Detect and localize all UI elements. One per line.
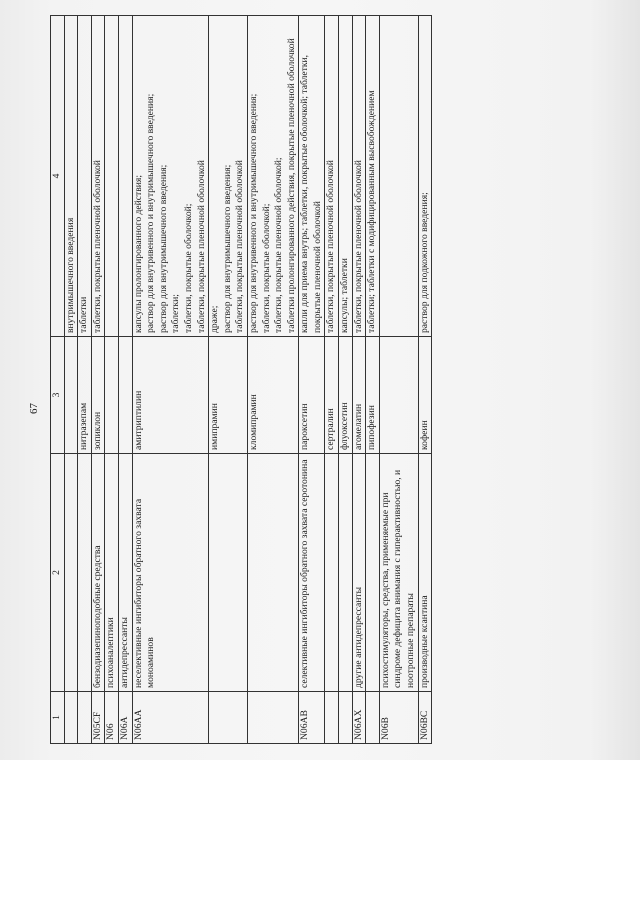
dosage-form-line: таблетки; таблетки с модифицированным высвобождением	[366, 90, 378, 333]
dosage-form-line: таблетки, покрытые оболочкой;	[260, 203, 272, 333]
atc-code-cell	[64, 692, 78, 744]
dosage-forms-cell	[132, 16, 209, 337]
page-number: 67	[28, 403, 40, 414]
dosage-form-line: таблетки, покрытые оболочкой;	[182, 203, 194, 333]
atc-code-cell: N06BC	[418, 692, 432, 744]
dosage-form-line: таблетки;	[170, 294, 182, 333]
atc-code-cell: N06A	[118, 692, 132, 744]
group-name-cell: бензодиазепиноподобные средства	[91, 454, 105, 692]
dosage-forms-cell	[339, 16, 353, 337]
header-cell: 2	[51, 454, 65, 692]
rotated-page-content	[28, 16, 590, 744]
header-cell: 4	[51, 16, 65, 337]
dosage-form-line: внутримышечного введения	[64, 217, 76, 333]
dosage-form-line: таблетки, покрытые пленочной оболочкой	[234, 160, 246, 333]
group-name-cell: антидепрессанты	[118, 454, 132, 692]
dosage-forms-cell	[325, 16, 339, 337]
dosage-forms-cell	[91, 16, 105, 337]
dosage-form-line: раствор для внутримышечного введения;	[157, 164, 169, 333]
drug-name-cell: пипофезин	[366, 337, 380, 454]
table-row	[78, 16, 92, 744]
header-cell: 3	[51, 337, 65, 454]
drug-name-cell: амитриптилин	[132, 337, 209, 454]
atc-code-cell	[366, 692, 380, 744]
dosage-form-line: драже;	[209, 305, 221, 333]
group-name-cell	[78, 454, 92, 692]
dosage-forms-cell	[118, 16, 132, 337]
header-row	[51, 16, 65, 744]
drug-name-cell	[118, 337, 132, 454]
dosage-form-line: капсулы пролонгированного действия;	[132, 175, 144, 333]
drug-name-cell: зопиклон	[91, 337, 105, 454]
dosage-form-line: раствор для внутривенного и внутримышечного введения;	[247, 93, 259, 333]
group-name-cell	[339, 454, 353, 692]
dosage-forms-cell	[379, 16, 418, 337]
drug-name-cell: кломипрамин	[247, 337, 298, 454]
dosage-forms-cell	[352, 16, 366, 337]
atc-code-cell	[339, 692, 353, 744]
table-row	[247, 16, 298, 744]
table-row	[325, 16, 339, 744]
drug-name-cell	[379, 337, 418, 454]
atc-code-cell: N06	[105, 692, 119, 744]
table-row	[418, 16, 432, 744]
drug-name-cell: имипрамин	[209, 337, 248, 454]
table-row	[105, 16, 119, 744]
table-row	[91, 16, 105, 744]
dosage-form-line: капли для приема внутрь; таблетки, покрытые оболочкой; таблетки, покрытые пленочной оболочкой	[299, 54, 323, 333]
table-row	[132, 16, 209, 744]
dosage-form-line: раствор для подкожного введения;	[418, 192, 430, 333]
group-name-cell: производные ксантина	[418, 454, 432, 692]
group-name-cell	[325, 454, 339, 692]
dosage-form-line: раствор для внутримышечного введения;	[221, 164, 233, 333]
dosage-form-line: таблетки, покрытые пленочной оболочкой	[91, 160, 103, 333]
atc-code-cell: N06AX	[352, 692, 366, 744]
atc-code-cell: N06AA	[132, 692, 209, 744]
dosage-form-line: таблетки, покрытые пленочной оболочкой	[352, 160, 364, 333]
atc-code-cell: N06AB	[299, 692, 325, 744]
group-name-cell	[209, 454, 248, 692]
drug-name-cell: пароксетин	[299, 337, 325, 454]
drug-name-cell: нитразепам	[78, 337, 92, 454]
group-name-cell: психоаналептики	[105, 454, 119, 692]
dosage-form-line: раствор для внутривенного и внутримышечного введения;	[145, 93, 157, 333]
dosage-forms-cell	[64, 16, 78, 337]
atc-code-cell	[325, 692, 339, 744]
header-cell: 1	[51, 692, 65, 744]
group-name-cell: неселективные ингибиторы обратного захвата моноаминов	[132, 454, 209, 692]
drug-name-cell: флуоксетин	[339, 337, 353, 454]
drug-name-cell: агомелатин	[352, 337, 366, 454]
dosage-forms-cell	[78, 16, 92, 337]
group-name-cell: психостимуляторы, средства, применяемые при синдроме дефицита внимания с гиперактивностью, и ноотропные препараты	[379, 454, 418, 692]
table-row	[299, 16, 325, 744]
dosage-form-line: таблетки пролонгированного действия, покрытые пленочной оболочкой	[285, 38, 297, 333]
atc-code-cell	[78, 692, 92, 744]
group-name-cell	[247, 454, 298, 692]
dosage-forms-cell	[366, 16, 380, 337]
dosage-forms-cell	[105, 16, 119, 337]
drug-name-cell	[64, 337, 78, 454]
table-row	[379, 16, 418, 744]
atc-code-cell	[247, 692, 298, 744]
dosage-form-line: таблетки, покрытые пленочной оболочкой	[325, 160, 337, 333]
dosage-form-line: таблетки	[78, 296, 90, 333]
table-row	[352, 16, 366, 744]
dosage-form-line: таблетки, покрытые пленочной оболочкой;	[273, 157, 285, 333]
table-row	[339, 16, 353, 744]
drug-name-cell: сертралин	[325, 337, 339, 454]
atc-code-cell: N05CF	[91, 692, 105, 744]
atc-code-cell	[209, 692, 248, 744]
table-row	[209, 16, 248, 744]
group-name-cell	[366, 454, 380, 692]
drug-name-cell: кофеин	[418, 337, 432, 454]
dosage-forms-cell	[418, 16, 432, 337]
dosage-forms-cell	[299, 16, 325, 337]
dosage-form-line: таблетки, покрытые пленочной оболочкой	[195, 160, 207, 333]
table-row	[118, 16, 132, 744]
dosage-forms-cell	[247, 16, 298, 337]
drug-name-cell	[105, 337, 119, 454]
drug-table	[50, 15, 432, 744]
dosage-forms-cell	[209, 16, 248, 337]
atc-code-cell: N06B	[379, 692, 418, 744]
group-name-cell: другие антидепрессанты	[352, 454, 366, 692]
table-row	[64, 16, 78, 744]
table-row	[366, 16, 380, 744]
group-name-cell	[64, 454, 78, 692]
group-name-cell: селективные ингибиторы обратного захвата серотонина	[299, 454, 325, 692]
dosage-form-line: капсулы; таблетки	[339, 258, 351, 333]
